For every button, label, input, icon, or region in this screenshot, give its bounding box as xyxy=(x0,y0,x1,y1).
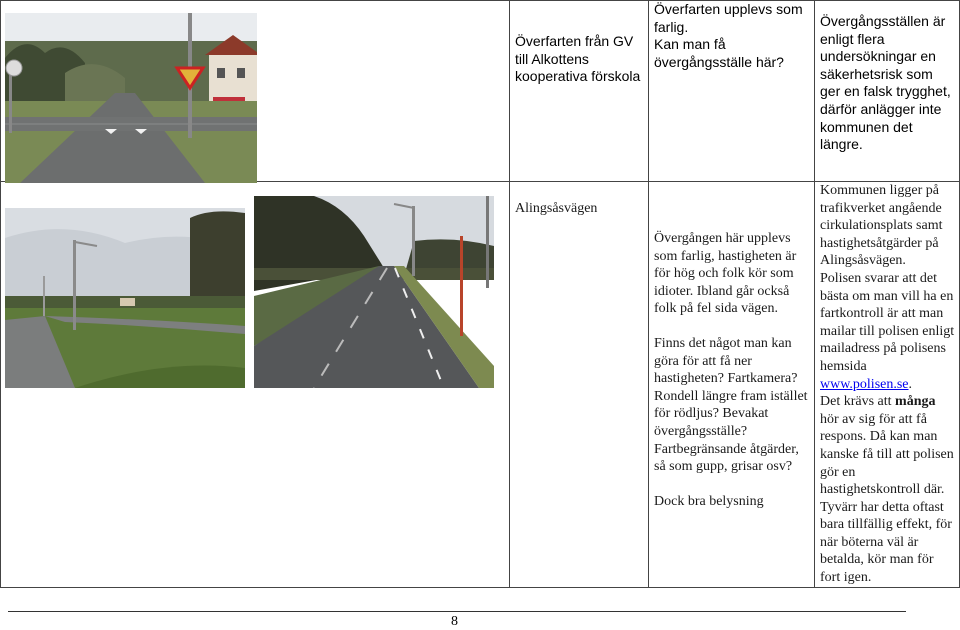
location-cell xyxy=(510,1,649,182)
location-cell xyxy=(510,182,649,588)
road-photo-right xyxy=(254,196,494,388)
table-row xyxy=(1,1,960,182)
response-cell xyxy=(815,1,960,182)
response-text-span: Det krävs att xyxy=(820,394,896,410)
footer-divider xyxy=(8,611,906,612)
page-number: 8 xyxy=(451,614,458,629)
response-cell xyxy=(815,182,960,588)
response-text xyxy=(815,182,959,587)
comment-paragraph: Finns det något man kan göra för att få ner hastigheten? Fartkamera? Rondell längre fram istället för rödljus? Bevakat övergångsställe? Fartbegränsande åtgärder, så som gupp, grisar osv? xyxy=(654,335,808,475)
comment-text xyxy=(649,182,814,510)
response-text-span: Polisen svarar att det bästa om man vill ha en fartkontroll är att man mailar till polisen enligt mailadress på polisens hemsida xyxy=(820,270,955,374)
response-text: Övergångsställen är enligt flera undersökningar en säkerhetsrisk som ger en falsk trygghet, därför anlägger inte kommunen det längre. xyxy=(820,13,951,153)
comment-cell xyxy=(649,1,815,182)
comment-paragraph: Dock bra belysning xyxy=(654,493,764,509)
comment-cell xyxy=(649,182,815,588)
comment-text: Överfarten upplevs som farlig. Kan man få övergångsställe här? xyxy=(654,1,803,70)
road-photo-left xyxy=(5,208,245,388)
response-paragraph: Kommunen ligger på trafikverket angående cirkulationsplats samt hastighetsåtgärder på Alingsåsvägen. xyxy=(820,183,943,269)
punctuation: . xyxy=(908,376,913,392)
response-paragraph xyxy=(820,270,955,393)
location-text: Överfarten från GV till Alkottens kooperativa förskola xyxy=(515,33,641,85)
photo-cell xyxy=(1,182,510,588)
photo-cell xyxy=(1,1,510,182)
response-paragraph xyxy=(820,393,955,587)
crossing-photo xyxy=(5,13,257,183)
table-row xyxy=(1,182,960,588)
emphasis-text: många xyxy=(895,394,936,410)
response-text-span: hör av sig för att få respons. Då kan man kanske få till att polisen gör en hastighetskontroll där. Tyvärr har detta oftast bara tillfällig effekt, för när böterna väl är betalda, kör man för fort igen. xyxy=(820,411,954,586)
comment-paragraph: Övergången här upplevs som farlig, hastigheten är för hög och folk kör som idioter. Ibland går också folk på fel sida vägen. xyxy=(654,231,797,317)
polisen-link[interactable]: www.polisen.se xyxy=(820,376,909,392)
location-text: Alingsåsvägen xyxy=(515,201,598,216)
